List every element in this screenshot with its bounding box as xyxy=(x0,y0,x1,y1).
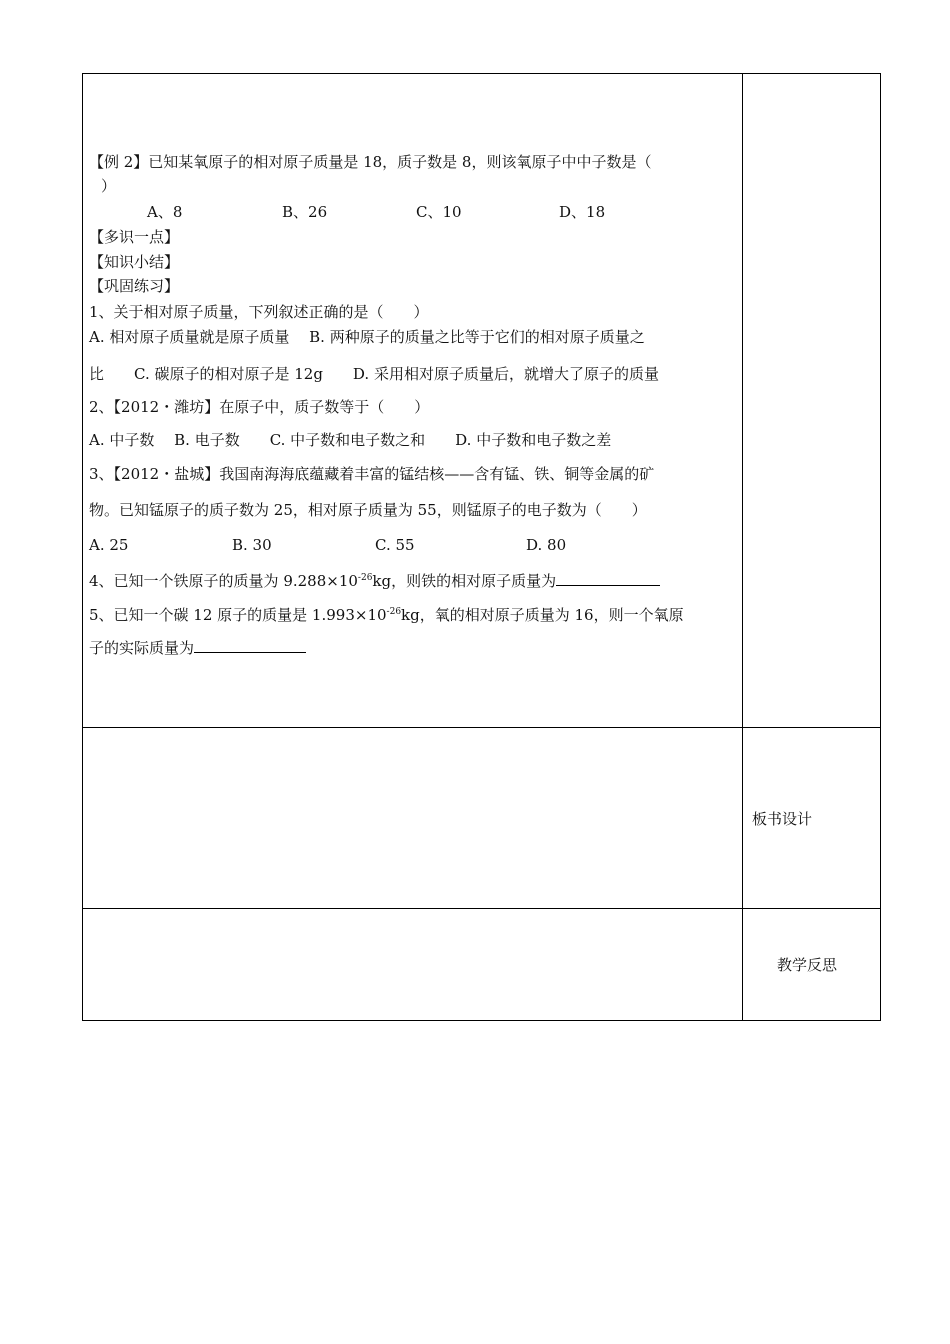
q3-option-a: A. 25 xyxy=(89,536,129,554)
q5-line1 xyxy=(89,602,684,625)
board-design-label: 板书设计 xyxy=(752,810,813,828)
section-summary: 【知识小结】 xyxy=(89,253,180,271)
q5-line2-text: 子的实际质量为 xyxy=(89,639,195,657)
row-divider-2 xyxy=(82,908,881,909)
q5-line2 xyxy=(89,638,306,658)
section-more-knowledge: 【多识一点】 xyxy=(89,228,180,246)
q3-line2: 物。已知锰原子的质子数为 25，相对原子质量为 55，则锰原子的电子数为（ ） xyxy=(89,501,647,519)
q5-answer-blank[interactable] xyxy=(194,638,306,653)
q5-exponent: -26 xyxy=(386,607,402,617)
q4-exponent: -26 xyxy=(357,573,373,583)
section-practice: 【巩固练习】 xyxy=(89,277,180,295)
example2-option-c: C、10 xyxy=(416,203,462,221)
example2-option-b: B、26 xyxy=(282,203,328,221)
example2-option-a: A、8 xyxy=(147,203,183,221)
column-divider xyxy=(742,73,743,1021)
example2-option-d: D、18 xyxy=(559,203,606,221)
row-divider-1 xyxy=(82,727,881,728)
lesson-table xyxy=(82,73,881,1021)
q3-line1: 3、【2012・盐城】我国南海海底蕴藏着丰富的锰结核——含有锰、铁、铜等金属的矿 xyxy=(89,465,655,483)
q1-line3: 比 C. 碳原子的相对原子是 12g D. 采用相对原子质量后，就增大了原子的质量 xyxy=(89,365,659,383)
q2-options: A. 中子数 B. 电子数 C. 中子数和电子数之和 D. 中子数和电子数之差 xyxy=(89,431,612,449)
q1-line2: A. 相对原子质量就是原子质量 B. 两种原子的质量之比等于它们的相对原子质量之 xyxy=(89,328,645,346)
q4-line xyxy=(89,568,660,591)
example2-line2: ） xyxy=(101,177,117,195)
q5-text: 5、已知一个碳 12 原子的质量是 1.993×10 xyxy=(89,606,387,624)
q3-option-d: D. 80 xyxy=(526,536,567,554)
q1-stem: 1、关于相对原子质量，下列叙述正确的是（ ） xyxy=(89,303,429,321)
q5-text2: kg，氧的相对原子质量为 16，则一个氧原 xyxy=(401,606,684,624)
teaching-reflection-label: 教学反思 xyxy=(777,956,838,974)
q4-answer-blank[interactable] xyxy=(556,571,660,586)
q4-text2: kg，则铁的相对原子质量为 xyxy=(372,572,557,590)
q4-text: 4、已知一个铁原子的质量为 9.288×10 xyxy=(89,572,358,590)
q3-option-b: B. 30 xyxy=(232,536,272,554)
q3-option-c: C. 55 xyxy=(375,536,415,554)
example2-line1: 【例 2】已知某氧原子的相对原子质量是 18，质子数是 8，则该氧原子中中子数是（ xyxy=(89,153,652,171)
q2-stem: 2、【2012・潍坊】在原子中，质子数等于（ ） xyxy=(89,398,430,416)
